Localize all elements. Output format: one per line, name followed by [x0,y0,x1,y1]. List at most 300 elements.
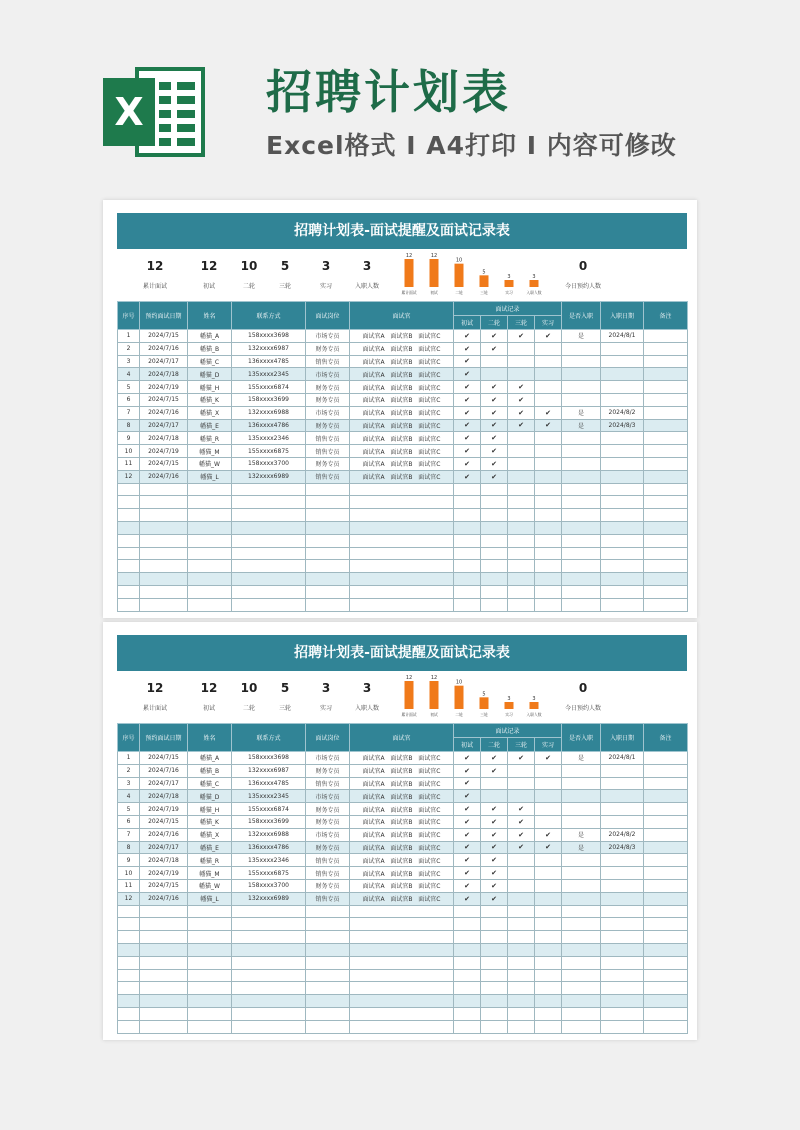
check-cell: ✔ [454,342,481,355]
cell-seq: 5 [118,803,140,816]
chart-bar [430,681,439,709]
check-cell: ✔ [454,355,481,368]
check-cell: ✔ [454,406,481,419]
cell-position: 财务专员 [306,419,350,432]
interviewer-c: 面试官C [418,448,441,456]
interviewer-c: 面试官C [418,844,441,852]
cell-contact: 155xxxx6874 [232,381,306,394]
empty-cell [601,956,644,969]
empty-cell [601,943,644,956]
check-cell [535,790,562,803]
empty-cell [481,521,508,534]
empty-cell [118,496,140,509]
empty-cell [644,585,688,598]
empty-cell [601,573,644,586]
cell-interviewers [350,368,454,381]
cell-position: 销售专员 [306,854,350,867]
interviewer-b: 面试官B [390,384,413,392]
stat-value: 5 [280,259,290,273]
stat-value: 0 [578,259,588,273]
table-row-empty [118,905,688,918]
empty-cell [481,509,508,522]
chart-data-label: 12 [405,253,413,259]
cell-date: 2024/7/19 [140,867,188,880]
empty-cell [644,521,688,534]
empty-cell [601,1007,644,1020]
check-cell: ✔ [508,841,535,854]
interviewer-b: 面试官B [390,474,413,482]
table-row-empty [118,585,688,598]
cell-interviewers [350,330,454,343]
cell-seq: 2 [118,342,140,355]
cell-position: 销售专员 [306,867,350,880]
interviewer-b: 面试官B [390,358,413,366]
cell-hired [562,815,601,828]
stat-today [561,249,605,290]
empty-cell [535,509,562,522]
col-header-record: 面试记录 [454,724,562,738]
col-header-interviewer: 面试官 [350,724,454,752]
page-title: 招聘计划表 [266,65,511,119]
check-cell: ✔ [454,381,481,394]
cell-interviewers [350,355,454,368]
cell-interviewers [350,867,454,880]
empty-cell [481,547,508,560]
interviewer-c: 面试官C [418,410,441,418]
empty-cell [644,931,688,944]
empty-cell [188,918,232,931]
cell-interviewers [350,419,454,432]
cell-interviewers [350,879,454,892]
empty-cell [188,573,232,586]
check-cell: ✔ [454,419,481,432]
cell-contact: 158xxxx3700 [232,879,306,892]
cell-interviewers [350,892,454,905]
stat-card [187,249,231,290]
empty-cell [601,982,644,995]
cell-contact: 135xxxx2346 [232,432,306,445]
cell-name: 幡猫_H [188,381,232,394]
empty-cell [562,918,601,931]
check-cell [535,445,562,458]
cell-hire-date [601,393,644,406]
empty-cell [601,585,644,598]
cell-seq: 8 [118,419,140,432]
empty-cell [562,534,601,547]
stat-card [133,671,177,712]
empty-cell [535,598,562,611]
empty-cell [535,521,562,534]
empty-cell [118,598,140,611]
cell-contact: 155xxxx6874 [232,803,306,816]
cell-position: 销售专员 [306,355,350,368]
cell-interviewers [350,752,454,765]
empty-cell [140,585,188,598]
table-row-empty [118,534,688,547]
cell-date: 2024/7/16 [140,406,188,419]
check-cell [535,764,562,777]
cell-note [644,764,688,777]
stat-value: 0 [578,681,588,695]
stat-value: 12 [146,259,164,273]
empty-cell [535,943,562,956]
cell-contact: 158xxxx3700 [232,457,306,470]
empty-cell [454,496,481,509]
check-cell: ✔ [454,803,481,816]
empty-cell [481,534,508,547]
check-cell: ✔ [535,406,562,419]
chart-bar [505,280,514,287]
interviewer-c: 面试官C [418,346,441,354]
cell-seq: 4 [118,790,140,803]
excel-logo-icon [103,66,205,158]
cell-contact: 136xxxx4786 [232,841,306,854]
cell-seq: 11 [118,879,140,892]
cell-name: 幡猫_L [188,470,232,483]
chart-bar [505,702,514,709]
empty-cell [454,509,481,522]
stat-card [263,249,307,290]
cell-position: 销售专员 [306,432,350,445]
cell-note [644,381,688,394]
empty-cell [644,969,688,982]
empty-cell [481,1007,508,1020]
cell-hired [562,854,601,867]
cell-hired: 是 [562,330,601,343]
cell-hired [562,432,601,445]
cell-name: 幡猫_M [188,445,232,458]
stat-card [263,671,307,712]
table-row [118,470,688,483]
cell-hired [562,470,601,483]
interviewer-c: 面试官C [418,832,441,840]
check-cell [535,393,562,406]
sheet-title: 招聘计划表-面试提醒及面试记录表 [117,635,687,671]
empty-cell [140,905,188,918]
interviewer-a: 面试官A [362,333,385,341]
empty-cell [454,1020,481,1033]
chart-data-label: 3 [507,274,511,280]
table-row-empty [118,943,688,956]
stat-card [304,671,348,712]
cell-hired: 是 [562,419,601,432]
check-cell: ✔ [508,406,535,419]
empty-cell [454,598,481,611]
cell-date: 2024/7/18 [140,790,188,803]
cell-note [644,368,688,381]
cell-name: 幡猫_R [188,432,232,445]
empty-cell [454,943,481,956]
cell-hire-date [601,854,644,867]
empty-cell [188,496,232,509]
check-cell: ✔ [454,457,481,470]
empty-cell [306,969,350,982]
empty-cell [118,483,140,496]
check-cell [535,368,562,381]
cell-hire-date [601,764,644,777]
interviewer-a: 面试官A [362,832,385,840]
empty-cell [140,534,188,547]
stat-label: 初试 [202,705,215,712]
check-cell: ✔ [481,393,508,406]
table-row [118,777,688,790]
cell-date: 2024/7/19 [140,381,188,394]
interviewer-a: 面试官A [362,435,385,443]
cell-hired: 是 [562,828,601,841]
stat-value: 5 [280,681,290,695]
empty-cell [535,956,562,969]
empty-cell [306,483,350,496]
empty-cell [481,931,508,944]
cell-seq: 11 [118,457,140,470]
cell-interviewers [350,406,454,419]
col-header-seq: 序号 [118,724,140,752]
empty-cell [454,521,481,534]
table-row [118,803,688,816]
check-cell [481,777,508,790]
check-cell: ✔ [481,381,508,394]
hero-banner [0,0,800,200]
chart-data-label: 3 [532,274,536,280]
empty-cell [140,943,188,956]
stat-label: 三轮 [278,705,291,712]
check-cell: ✔ [454,815,481,828]
empty-cell [535,534,562,547]
cell-position: 财务专员 [306,393,350,406]
empty-cell [188,483,232,496]
check-cell: ✔ [508,828,535,841]
table-row [118,867,688,880]
interviewer-a: 面试官A [362,857,385,865]
cell-date: 2024/7/19 [140,445,188,458]
cell-note [644,355,688,368]
cell-interviewers [350,764,454,777]
cell-interviewers [350,432,454,445]
table-row [118,355,688,368]
interviewer-c: 面试官C [418,896,441,904]
cell-hire-date [601,457,644,470]
cell-hired [562,445,601,458]
interviewer-a: 面试官A [362,896,385,904]
empty-cell [562,905,601,918]
cell-note [644,432,688,445]
empty-cell [232,496,306,509]
cell-contact: 158xxxx3699 [232,393,306,406]
interviewer-c: 面试官C [418,333,441,341]
stat-card [345,249,389,290]
interviewer-a: 面试官A [362,397,385,405]
cell-hired [562,790,601,803]
check-cell: ✔ [481,828,508,841]
empty-cell [508,918,535,931]
table-row [118,457,688,470]
empty-cell [644,496,688,509]
stat-label: 入职人数 [354,705,379,712]
table-row [118,892,688,905]
table-row-empty [118,483,688,496]
cell-hire-date [601,815,644,828]
cell-note [644,406,688,419]
check-cell [508,457,535,470]
table-row [118,342,688,355]
cell-note [644,867,688,880]
check-cell [508,879,535,892]
cell-date: 2024/7/17 [140,777,188,790]
stat-label: 三轮 [278,283,291,290]
interviewer-b: 面试官B [390,448,413,456]
empty-cell [454,931,481,944]
empty-cell [232,905,306,918]
empty-cell [562,483,601,496]
cell-position: 市场专员 [306,368,350,381]
check-cell: ✔ [481,879,508,892]
cell-hired [562,381,601,394]
empty-cell [232,598,306,611]
cell-date: 2024/7/15 [140,752,188,765]
check-cell: ✔ [535,841,562,854]
interviewer-b: 面试官B [390,896,413,904]
empty-cell [350,573,454,586]
check-cell [508,790,535,803]
cell-date: 2024/7/17 [140,355,188,368]
table-row [118,841,688,854]
empty-cell [350,1007,454,1020]
empty-cell [140,969,188,982]
empty-cell [350,598,454,611]
check-cell: ✔ [508,815,535,828]
table-row-empty [118,598,688,611]
empty-cell [601,1020,644,1033]
cell-position: 市场专员 [306,752,350,765]
cell-interviewers [350,445,454,458]
check-cell: ✔ [481,419,508,432]
empty-cell [350,905,454,918]
cell-date: 2024/7/18 [140,368,188,381]
empty-cell [601,995,644,1008]
empty-cell [508,521,535,534]
interviewer-a: 面试官A [362,870,385,878]
cell-hire-date: 2024/8/3 [601,841,644,854]
cell-hired [562,867,601,880]
stat-card [187,671,231,712]
empty-cell [562,585,601,598]
empty-cell [306,931,350,944]
cell-contact: 132xxxx6989 [232,470,306,483]
check-cell [535,892,562,905]
empty-cell [350,560,454,573]
stat-label: 实习 [319,283,332,290]
empty-cell [306,509,350,522]
table-row [118,828,688,841]
check-cell [535,470,562,483]
cell-hire-date [601,381,644,394]
empty-cell [508,509,535,522]
interviewer-b: 面试官B [390,461,413,469]
table-row [118,879,688,892]
empty-cell [306,905,350,918]
interviewer-a: 面试官A [362,410,385,418]
check-cell [535,457,562,470]
interviewer-c: 面试官C [418,819,441,827]
cell-interviewers [350,803,454,816]
cell-contact: 135xxxx2345 [232,368,306,381]
cell-interviewers [350,841,454,854]
cell-contact: 136xxxx4786 [232,419,306,432]
empty-cell [140,931,188,944]
cell-contact: 132xxxx6988 [232,828,306,841]
col-header-contact: 联系方式 [232,724,306,752]
cell-hired [562,803,601,816]
check-cell: ✔ [508,330,535,343]
stat-card [345,671,389,712]
check-cell [535,355,562,368]
table-row-empty [118,956,688,969]
empty-cell [350,547,454,560]
stat-value: 10 [240,259,258,273]
interviewer-c: 面试官C [418,793,441,801]
check-cell: ✔ [508,752,535,765]
cell-name: 幡猫_C [188,355,232,368]
cell-hire-date: 2024/8/1 [601,330,644,343]
check-cell: ✔ [454,867,481,880]
empty-cell [535,496,562,509]
check-cell: ✔ [535,330,562,343]
empty-cell [454,547,481,560]
check-cell: ✔ [481,892,508,905]
check-cell: ✔ [508,381,535,394]
cell-hired: 是 [562,752,601,765]
cell-seq: 3 [118,777,140,790]
empty-cell [644,1020,688,1033]
cell-date: 2024/7/18 [140,854,188,867]
cell-hire-date: 2024/8/3 [601,419,644,432]
interviewer-a: 面试官A [362,883,385,891]
interviewer-c: 面试官C [418,768,441,776]
empty-cell [350,534,454,547]
empty-cell [644,956,688,969]
col-header-hired: 是否入职 [562,302,601,330]
empty-cell [454,918,481,931]
cell-seq: 10 [118,867,140,880]
empty-cell [140,1020,188,1033]
col-header-record: 面试记录 [454,302,562,316]
empty-cell [188,509,232,522]
interviewer-b: 面试官B [390,435,413,443]
cell-contact: 132xxxx6987 [232,764,306,777]
cell-seq: 5 [118,381,140,394]
empty-cell [454,1007,481,1020]
cell-name: 幡猫_D [188,368,232,381]
check-cell: ✔ [454,445,481,458]
cell-hired: 是 [562,406,601,419]
mini-bar-chart [399,249,549,301]
empty-cell [232,509,306,522]
empty-cell [306,496,350,509]
empty-cell [481,969,508,982]
cell-name: 幡猫_C [188,777,232,790]
empty-cell [481,573,508,586]
interviewer-c: 面试官C [418,474,441,482]
empty-cell [232,931,306,944]
stat-value: 12 [146,681,164,695]
cell-note [644,803,688,816]
interviewer-b: 面试官B [390,832,413,840]
cell-hire-date [601,342,644,355]
cell-seq: 6 [118,393,140,406]
empty-cell [350,496,454,509]
empty-cell [118,585,140,598]
interviewer-c: 面试官C [418,397,441,405]
